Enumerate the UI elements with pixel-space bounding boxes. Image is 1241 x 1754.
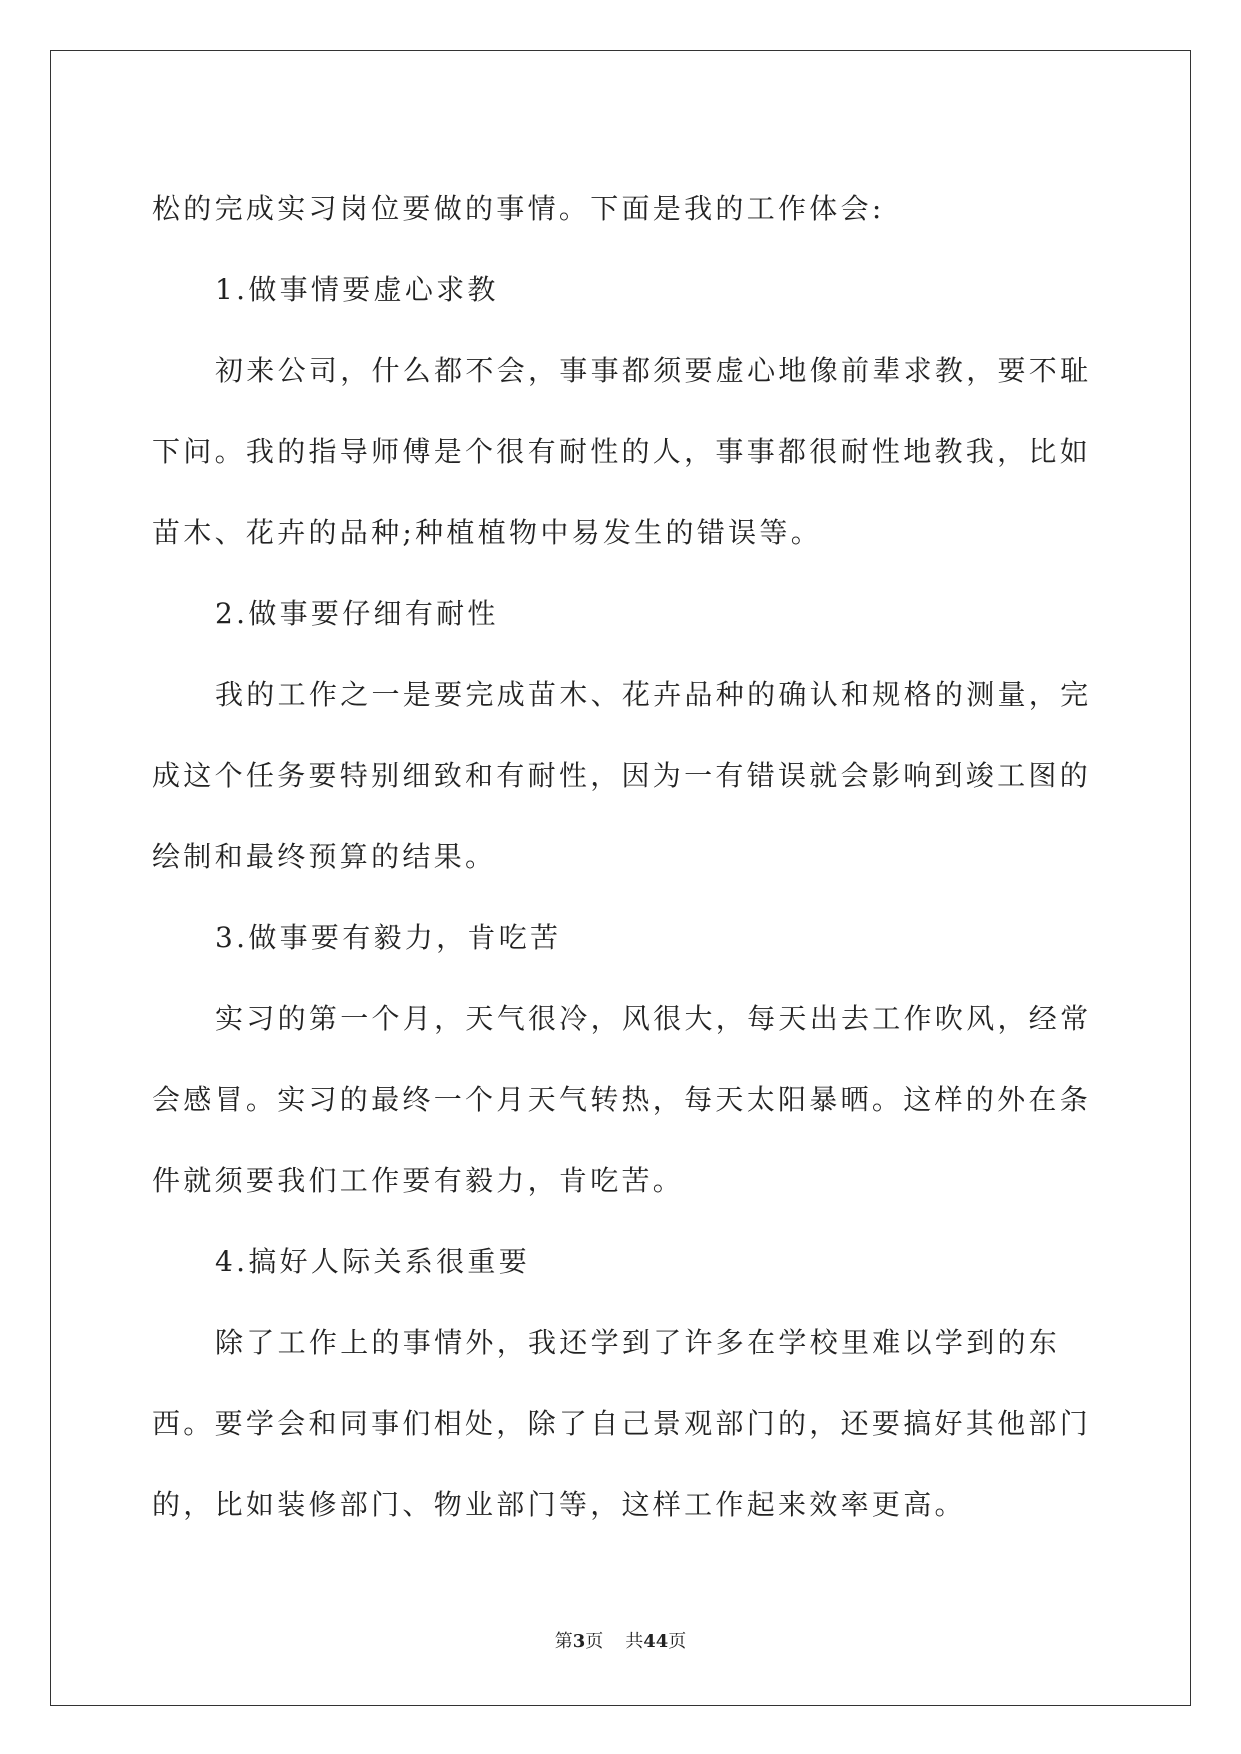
heading-1: 1.做事情要虚心求教: [215, 273, 499, 306]
heading-2: 2.做事要仔细有耐性: [215, 597, 499, 630]
page-footer: [0, 1630, 1241, 1654]
page-prefix: 第: [554, 1631, 573, 1652]
total-suffix: 页: [668, 1631, 687, 1652]
paragraph-continuation: 松的完成实习岗位要做的事情。下面是我的工作体会:: [152, 192, 885, 225]
document-body: [152, 168, 1102, 1545]
heading-3: 3.做事要有毅力，肯吃苦: [215, 921, 562, 954]
paragraph-3: 实习的第一个月，天气很冷，风很大，每天出去工作吹风，经常会感冒。实习的最终一个月天气转热，每天太阳暴晒。这样的外在条件就须要我们工作要有毅力，肯吃苦。: [152, 1002, 1092, 1197]
page-suffix: 页: [585, 1631, 604, 1652]
page-number: 3: [572, 1631, 586, 1652]
paragraph-4: 除了工作上的事情外，我还学到了许多在学校里难以学到的东西。要学会和同事们相处，除了自己景观部门的，还要搞好其他部门的，比如装修部门、物业部门等，这样工作起来效率更高。: [152, 1326, 1092, 1521]
paragraph-1: 初来公司，什么都不会，事事都须要虚心地像前辈求教，要不耻下问。我的指导师傅是个很有耐性的人，事事都很耐性地教我，比如苗木、花卉的品种;种植植物中易发生的错误等。: [152, 354, 1092, 549]
paragraph-2: 我的工作之一是要完成苗木、花卉品种的确认和规格的测量，完成这个任务要特别细致和有耐性，因为一有错误就会影响到竣工图的绘制和最终预算的结果。: [152, 678, 1092, 873]
total-pages: 44: [643, 1631, 669, 1652]
total-prefix: 共: [625, 1631, 644, 1652]
heading-4: 4.搞好人际关系很重要: [215, 1245, 531, 1278]
